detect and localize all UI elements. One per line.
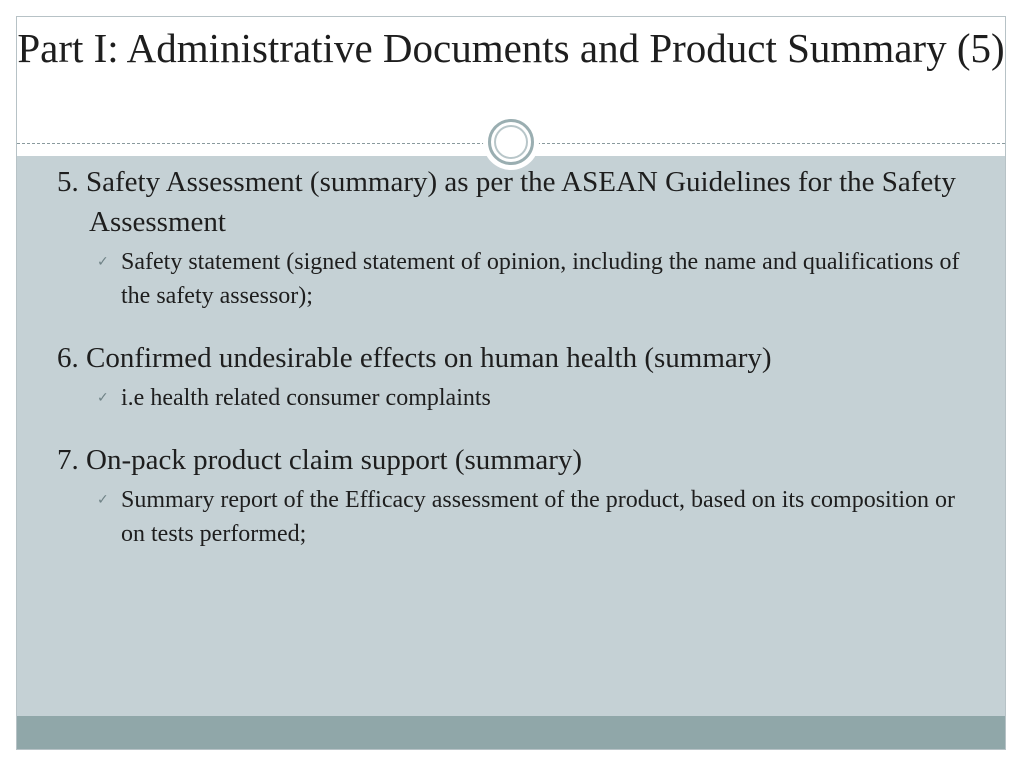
section-6 <box>57 338 972 415</box>
section-heading: 6. Confirmed undesirable effects on human health (summary) <box>57 342 772 374</box>
section-heading: 7. On-pack product claim support (summary) <box>57 444 583 476</box>
section-5 <box>57 162 972 313</box>
slide <box>16 16 1006 750</box>
checkmark-icon: ✓ <box>97 492 109 508</box>
slide-title: Part I: Administrative Documents and Product Summary (5) <box>17 25 1005 71</box>
section-heading: 5. Safety Assessment (summary) as per the ASEAN Guidelines for the Safety Assessment <box>57 166 956 238</box>
section-7 <box>57 440 972 551</box>
checkmark-icon: ✓ <box>97 390 109 406</box>
ornament-inner-ring <box>494 125 528 159</box>
section-bullet <box>57 483 972 551</box>
bullet-text: Safety statement (signed statement of opinion, including the name and qualifications of the safety assessor); <box>121 249 960 309</box>
bullet-text: i.e health related consumer complaints <box>121 385 491 411</box>
bottom-bar <box>17 716 1005 750</box>
bullet-text: Summary report of the Efficacy assessment of the product, based on its composition or on tests performed; <box>121 487 956 547</box>
slide-content <box>57 162 972 576</box>
checkmark-icon: ✓ <box>97 254 109 270</box>
section-bullet <box>57 381 972 415</box>
section-bullet <box>57 245 972 313</box>
